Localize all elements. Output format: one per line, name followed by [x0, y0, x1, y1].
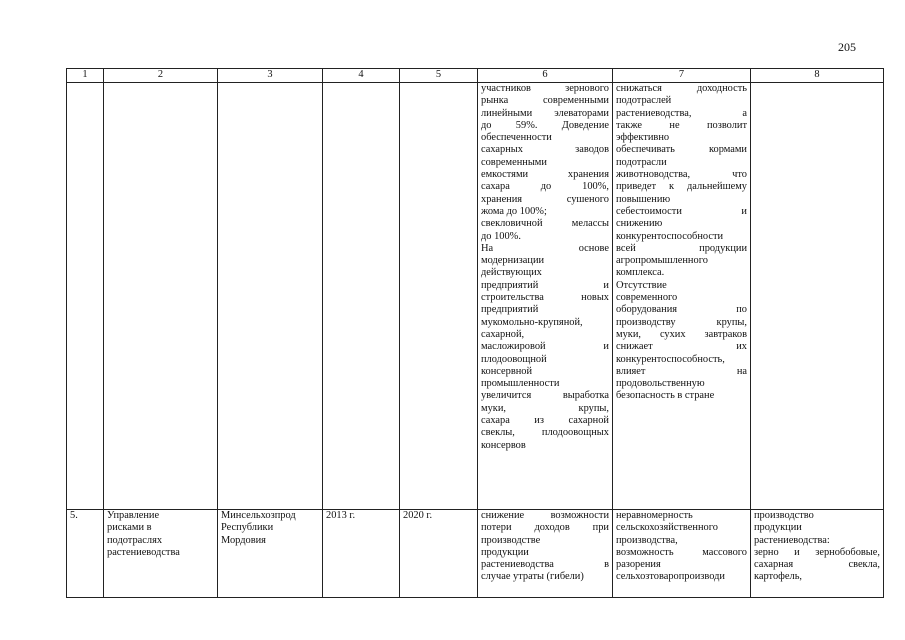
cell-text-line: производстве	[481, 534, 541, 546]
cell-text-line: животноводства, что	[616, 169, 747, 181]
table-cell-consequences	[613, 83, 751, 510]
cell-text-line: производства,	[616, 534, 678, 546]
table-cell	[67, 83, 104, 510]
cell-text-line: безопасность в стране	[616, 390, 715, 402]
cell-text-line: картофель,	[754, 571, 803, 583]
cell-text-line: увеличится выработка	[481, 390, 609, 402]
measure-name-cell	[104, 510, 218, 598]
cell-text-line: продукции	[754, 522, 802, 534]
cell-text-line: сахара до 100%,	[481, 181, 609, 193]
cell-text-line: промышленности	[481, 378, 560, 390]
table-cell	[400, 83, 478, 510]
cell-text-line: муки, крупы,	[481, 402, 609, 414]
table-header-row	[67, 69, 884, 83]
cell-text-line: жома до 100%;	[481, 205, 547, 217]
cell-text-line: снижает их	[616, 341, 747, 353]
cell-text-line: приведет к дальнейшему	[616, 181, 747, 193]
header-cell: 4	[323, 69, 400, 83]
cell-text-line: сахарной,	[481, 328, 525, 340]
cell-text-line: сахарная свекла,	[754, 559, 880, 571]
cell-text-line: консервной	[481, 365, 533, 377]
end-year-cell: 2020 г.	[400, 510, 478, 598]
cell-text-line: агропромышленного	[616, 255, 708, 267]
cell-text-line: возможность массового	[616, 546, 747, 558]
consequences-cell	[613, 510, 751, 598]
cell-text-line: зерно и зернобобовые,	[754, 546, 880, 558]
cell-text-line: предприятий	[481, 304, 539, 316]
table-row	[67, 83, 884, 510]
cell-text-line: предприятий и	[481, 279, 609, 291]
cell-text-line: обеспечивать кормами	[616, 144, 747, 156]
table-cell	[323, 83, 400, 510]
cell-text-line: участников зернового	[481, 83, 609, 94]
table-row	[67, 510, 884, 598]
cell-text-line: производству крупы,	[616, 316, 747, 328]
cell-text-line: современного	[616, 292, 678, 304]
cell-text-line: конкурентоспособность,	[616, 353, 725, 365]
cell-text-line: неравномерность	[616, 510, 693, 521]
cell-text-line: модернизации	[481, 255, 545, 267]
table-cell	[751, 83, 884, 510]
cell-text-line: действующих	[481, 267, 542, 279]
header-cell: 1	[67, 69, 104, 83]
cell-text-line: Республики	[221, 522, 274, 534]
cell-text-line: снижаться доходность	[616, 83, 747, 94]
cell-text-line: плодоовощной	[481, 353, 547, 365]
cell-text-line: продукции	[481, 546, 529, 558]
cell-text-line: сельхозтоваропроизводи	[616, 571, 725, 583]
cell-text-line: Минсельхозпрод	[221, 510, 296, 521]
cell-text-line: эффективно	[616, 132, 670, 144]
header-cell: 7	[613, 69, 751, 83]
table-cell	[218, 83, 323, 510]
table-cell	[104, 83, 218, 510]
cell-text-line: сахара из сахарной	[481, 415, 609, 427]
cell-text-line: линейными элеваторами	[481, 107, 609, 119]
header-cell: 2	[104, 69, 218, 83]
cell-text-line: сельскохозяйственного	[616, 522, 718, 534]
cell-text-line: растениеводства, а	[616, 107, 747, 119]
cell-text-line: рынка современными	[481, 95, 609, 107]
cell-text-line: мукомольно-крупяной,	[481, 316, 583, 328]
cell-text-line: емкостями хранения	[481, 169, 609, 181]
cell-text-line: Мордовия	[221, 534, 266, 546]
cell-text-line: муки, сухих завтраков	[616, 328, 747, 340]
cell-text-line: себестоимости и	[616, 205, 747, 217]
cell-text-line: растениеводства	[107, 546, 180, 558]
document-table	[66, 68, 884, 598]
table-cell-goals	[478, 83, 613, 510]
cell-text-line: производство	[754, 510, 814, 521]
cell-text-line: обеспеченности	[481, 132, 552, 144]
cell-text-line: На основе	[481, 242, 609, 254]
header-cell: 6	[478, 69, 613, 83]
cell-text-line: снижение возможности	[481, 510, 609, 521]
cell-text-line: снижению	[616, 218, 663, 230]
cell-text-line: свекловичной мелассы	[481, 218, 609, 230]
header-cell: 8	[751, 69, 884, 83]
cell-text-line: также не позволит	[616, 119, 747, 131]
cell-text-line: потери доходов при	[481, 522, 609, 534]
start-year-cell: 2013 г.	[323, 510, 400, 598]
indicators-cell	[751, 510, 884, 598]
cell-text-line: рисками в	[107, 522, 152, 534]
cell-text-line: до 59%. Доведение	[481, 119, 609, 131]
header-cell: 5	[400, 69, 478, 83]
cell-text-line: подотрасли	[616, 156, 667, 168]
cell-text-line: влияет на	[616, 365, 747, 377]
cell-text-line: растениеводства:	[754, 534, 830, 546]
expected-result-cell	[478, 510, 613, 598]
cell-text-line: современными	[481, 156, 547, 168]
cell-text-line: свеклы, плодоовощных	[481, 427, 609, 439]
cell-text-line: оборудования по	[616, 304, 747, 316]
cell-text-line: сахарных заводов	[481, 144, 609, 156]
cell-text-line: конкурентоспособности	[616, 230, 724, 242]
cell-text-line: растениеводства в	[481, 559, 609, 571]
cell-text-line: продовольственную	[616, 378, 705, 390]
cell-text-line: хранения сушеного	[481, 193, 609, 205]
cell-text-line: консервов	[481, 439, 526, 451]
cell-text-line: подотраслей	[616, 95, 672, 107]
cell-text-line: случае утраты (гибели)	[481, 571, 584, 583]
page-number: 205	[838, 40, 856, 54]
executor-cell	[218, 510, 323, 598]
cell-text-line: Отсутствие	[616, 279, 667, 291]
cell-text-line: до 100%.	[481, 230, 521, 242]
cell-text-line: разорения	[616, 559, 661, 571]
cell-text-line: всей продукции	[616, 242, 747, 254]
cell-text-line: комплекса.	[616, 267, 665, 279]
row-number: 5.	[67, 510, 104, 598]
cell-text-line: подотраслях	[107, 534, 163, 546]
cell-text-line: строительства новых	[481, 292, 609, 304]
cell-text-line: Управление	[107, 510, 160, 521]
cell-text-line: масложировой и	[481, 341, 609, 353]
header-cell: 3	[218, 69, 323, 83]
cell-text-line: повышению	[616, 193, 671, 205]
